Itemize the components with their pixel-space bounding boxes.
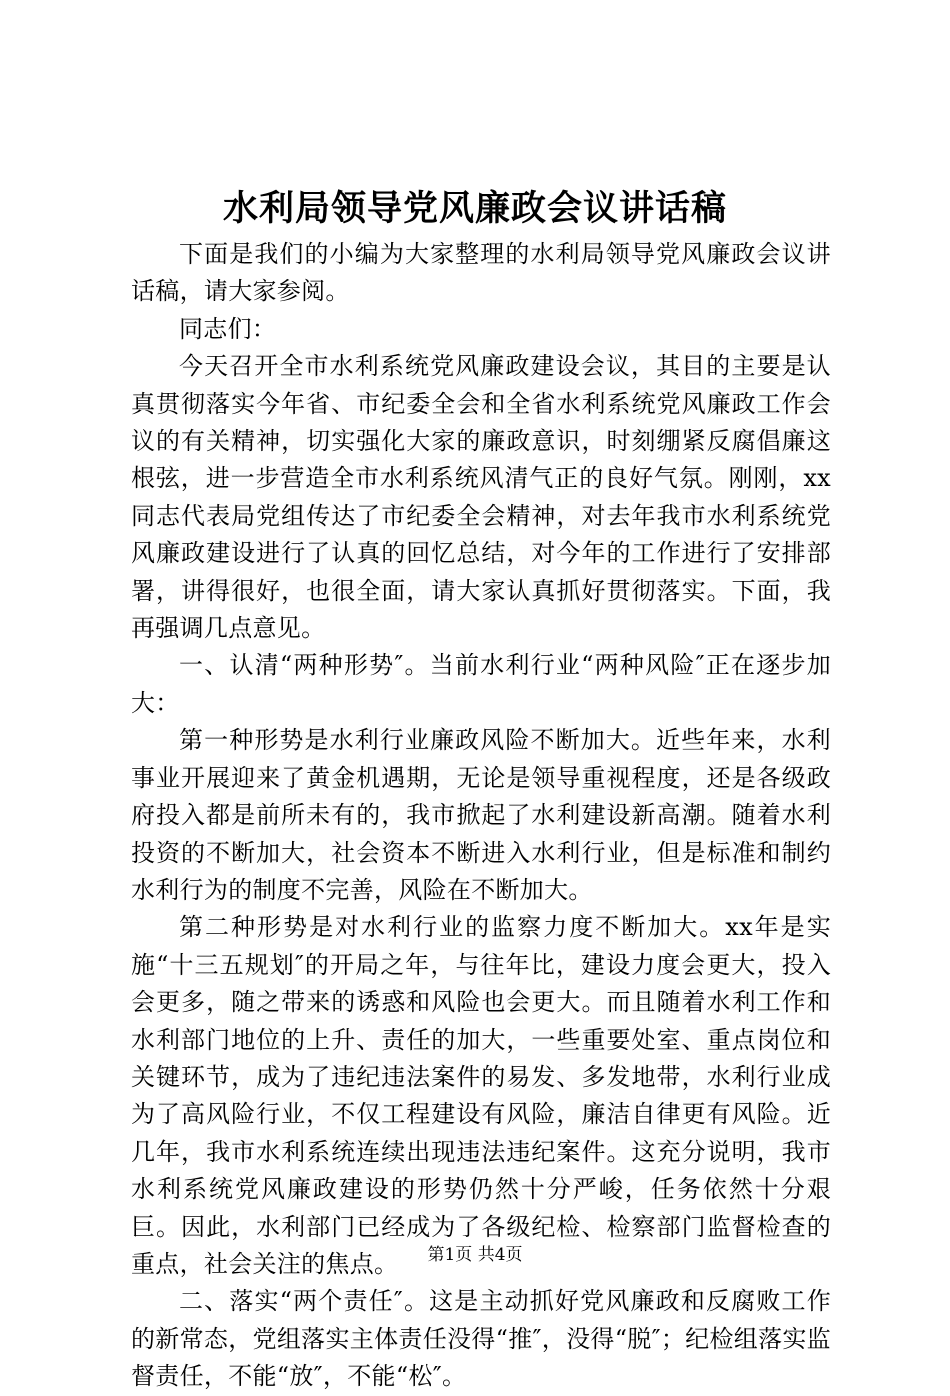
paragraph-first-situation: 第一种形势是水利行业廉政风险不断加大。近些年来，水利事业开展迎来了黄金机遇期，无论是领导重视程度，还是各级政府投入都是前所未有的，我市掀起了水利建设新高潮。随着水利投资的不断加大，社会资本不断进入水利行业，但是标准和制约水利行为的制度不完善，风险在不断加大。 [131,726,831,904]
paragraph-second-situation: 第二种形势是对水利行业的监察力度不断加大。xx年是实施“十三五规划″的开局之年，与往年比，建设力度会更大，投入会更多，随之带来的诱惑和风险也会更大。而且随着水利工作和水利部门地位的上升、责任的加大，一些重要处室、重点岗位和关键环节，成为了违纪违法案件的易发、多发地带，水利行业成为了高风险行业，不仅工程建设有风险，廉洁自律更有风险。近几年，我市水利系统连续出现违法违纪案件。这充分说明，我市水利系统党风廉政建设的形势仍然十分严峻，任务依然十分艰巨。因此，水利部门已经成为了各级纪检、检察部门监督检查的重点，社会关注的焦点。 [131,913,831,1278]
paragraph-intro: 下面是我们的小编为大家整理的水利局领导党风廉政会议讲话稿，请大家参阅。 [131,240,831,306]
document-body [131,236,831,1396]
page-number: 第1页 共4页 [427,1245,523,1265]
paragraph-section-one: 一、认清“两种形势″。当前水利行业“两种风险″正在逐步加大： [131,651,831,717]
paragraph-salutation: 同志们： [179,314,277,343]
page-footer [0,1243,950,1267]
paragraph-section-two: 二、落实“两个责任″。这是主动抓好党风廉政和反腐败工作的新常态，党组落实主体责任没得“推″，没得“脱″；纪检组落实监督责任，不能“放″，不能“松″。 [131,1287,831,1391]
paragraph-opening: 今天召开全市水利系统党风廉政建设会议，其目的主要是认真贯彻落实今年省、市纪委全会和全省水利系统党风廉政工作会议的有关精神，切实强化大家的廉政意识，时刻绷紧反腐倡廉这根弦，进一步营造全市水利系统风清气正的良好气氛。刚刚，xx同志代表局党组传达了市纪委全会精神，对去年我市水利系统党风廉政建设进行了认真的回忆总结，对今年的工作进行了安排部署，讲得很好，也很全面，请大家认真抓好贯彻落实。下面，我再强调几点意见。 [131,352,831,643]
document-title: 水利局领导党风廉政会议讲话稿 [222,188,727,229]
